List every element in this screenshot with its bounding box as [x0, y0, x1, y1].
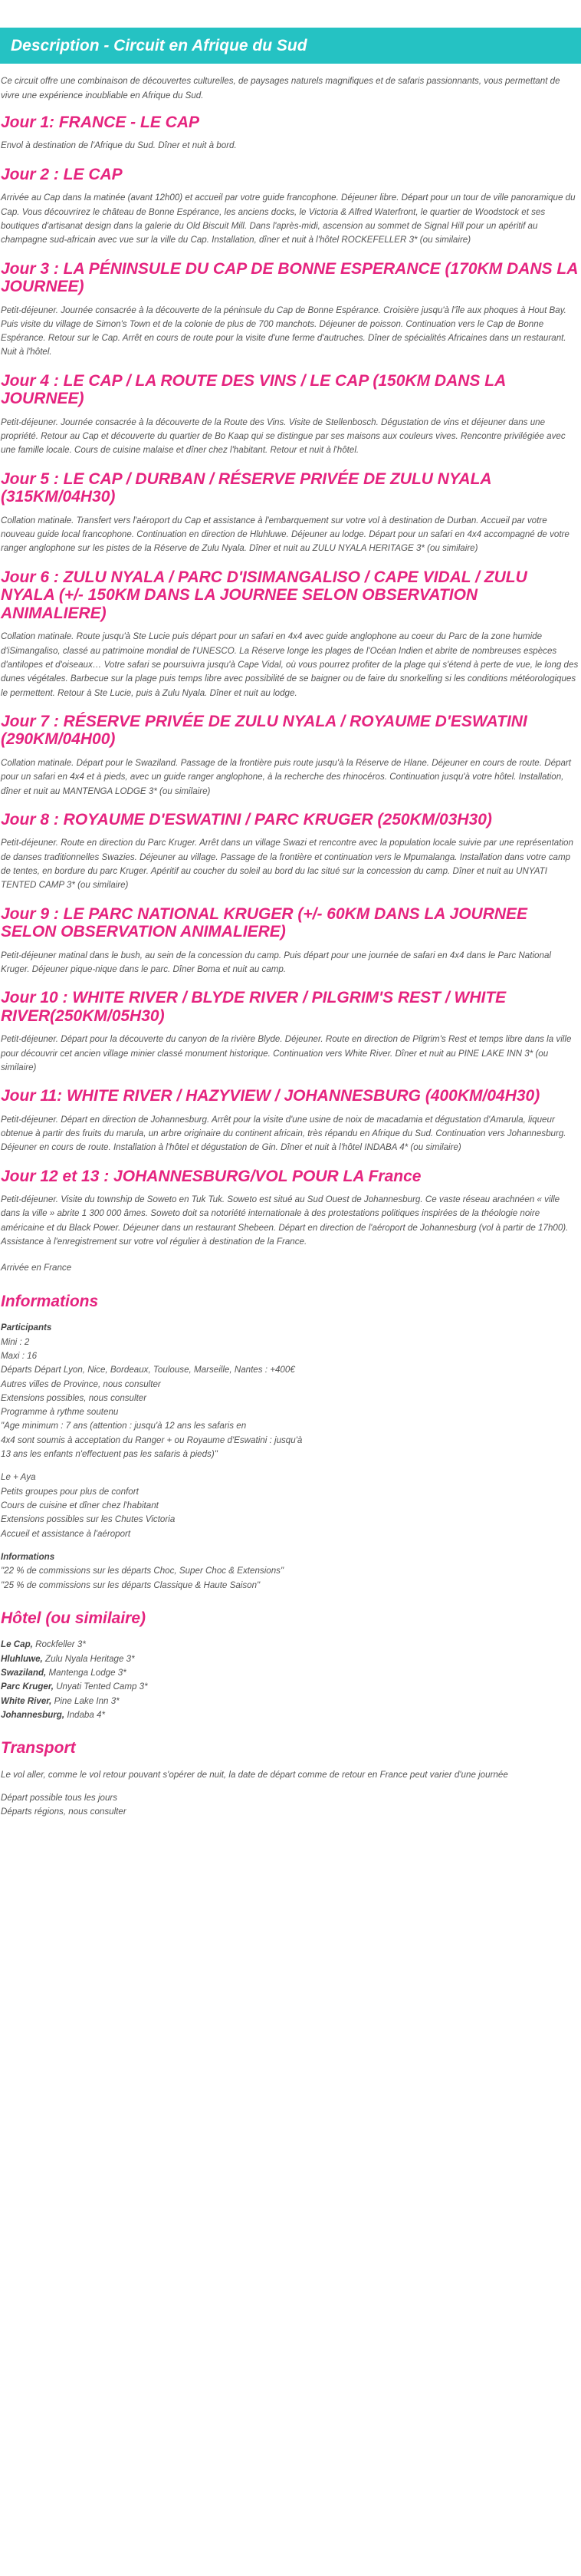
hotel-name: Mantenga Lodge 3* [48, 1668, 126, 1678]
transport-section [1, 1739, 579, 1819]
hotel-item [1, 1652, 579, 1666]
day-item [1, 989, 579, 1075]
itinerary [1, 114, 579, 1250]
informations-heading: Informations [1, 1292, 99, 1310]
day-item [1, 166, 579, 248]
hotel-name: Indaba 4* [67, 1709, 105, 1720]
day-item [1, 905, 579, 977]
day-item [1, 568, 579, 700]
hotels-heading: Hôtel (ou similaire) [1, 1609, 146, 1627]
arrival-text: Arrivée en France [1, 1263, 72, 1273]
day-description: Arrivée au Cap dans la matinée (avant 12h00) et accueil par votre guide francophone. Déjeuner libre. Départ pour un tour de ville panoramique du Cap. Vous découvrirez le château de Bonne Espérance, les anciens docks, le Victoria & Alfred Waterfront, le quartier de Woodstock et ses boutiques d'artisanat design dans la galerie du Old Biscuit Mill. Dans l'après-midi, ascension au sommet de Signal Hill pour un apéritif au champagne sud-africain avec vue sur la ville du Cap. Installation, dîner et nuit à l'hôtel ROCKEFELLER 3* (ou similaire) [1, 193, 576, 245]
hotel-name: Rockfeller 3* [35, 1639, 86, 1650]
day-description: Collation matinale. Départ pour le Swaziland. Passage de la frontière puis route jusqu'à la Réserve de Hlane. Déjeuner en cours de route. Départ pour un safari en 4x4 et à pieds, avec un guide ranger anglophone, à la recherche des rhinocéros. Continuation jusqu'à votre hôtel. Installation, dîner et nuit au MANTENGA LODGE 3* (ou similaire) [1, 757, 571, 796]
main-content [0, 74, 581, 1819]
transport-text: Le vol aller, comme le vol retour pouvant s'opérer de nuit, la date de départ comme de retour en France peut varier d'une journée [1, 1769, 508, 1780]
hotel-name: Unyati Tented Camp 3* [56, 1682, 148, 1692]
participants-line: Extensions possibles, nous consulter [1, 1392, 147, 1403]
day-title: Jour 5 : LE CAP / DURBAN / RÉSERVE PRIVÉE DE ZULU NYALA (315KM/04H30) [1, 469, 491, 506]
day-title: Jour 10 : WHITE RIVER / BLYDE RIVER / PILGRIM'S REST / WHITE RIVER(250KM/05H30) [1, 989, 507, 1025]
commissions-heading: Informations [1, 1551, 55, 1562]
participants-line: 4x4 sont soumis à acceptation du Ranger + ou Royaume d'Eswatini : jusqu'à [1, 1435, 303, 1445]
participants-line: "Age minimum : 7 ans (attention : jusqu'à 12 ans les safaris en [1, 1421, 247, 1431]
plus-aya-list [1, 1471, 579, 1541]
day-description: Petit-déjeuner. Départ pour la découverte du canyon de la rivière Blyde. Déjeuner. Route en direction de Pilgrim's Rest et temps libre dans la ville pour découvrir cet ancien village minier classé monument historique. Continuation vers White River. Dîner et nuit au PINE LAKE INN 3* (ou similaire) [1, 1034, 572, 1072]
day-description: Petit-déjeuner. Journée consacrée à la découverte de la péninsule du Cap de Bonne Espérance. Croisière jusqu'à l'île aux phoques à Hout Bay. Puis visite du village de Simon's Town et de la colonie de plus de 700 manchots. Déjeuner de poisson. Continuation vers le Cap de Bonne Espérance. Retour sur le Cap. Arrêt en cours de route pour la visite d'une ferme d'autruches. Dîner de spécialités Africaines dans un restaurant. Nuit à l'hôtel. [1, 305, 566, 357]
hotel-item [1, 1638, 579, 1652]
participants-list [1, 1336, 579, 1462]
transport-line: Départ possible tous les jours [1, 1793, 118, 1804]
transport-line: Départs régions, nous consulter [1, 1807, 126, 1817]
participants-line: Mini : 2 [1, 1336, 30, 1347]
day-description: Collation matinale. Route jusqu'à Ste Lucie puis départ pour un safari en 4x4 avec guide anglophone au coeur du Parc de la zone humide d'iSimangaliso, classé au patrimoine mondial de l'UNESCO. La Réserve longe les plages de l'Océan Indien et abrite de nombreuses espèces d'antilopes et d'oiseaux… Votre safari se poursuivra jusqu'à Cape Vidal, où vous pourrez profiter de la plage qui s'étend à perte de vue, le long des dunes végétales. Barbecue sur la plage puis temps libre avec possibilité de se baigner ou de faire du snorkelling si les conditions météorologiques le permettent. Retour à Ste Lucie, puis à Zulu Nyala. Dîner et nuit au lodge. [1, 631, 579, 698]
page [0, 28, 581, 1820]
plus-aya-line: Cours de cuisine et dîner chez l'habitant [1, 1500, 159, 1510]
day-title: Jour 8 : ROYAUME D'ESWATINI / PARC KRUGER (250KM/03H30) [1, 810, 492, 828]
commissions-block [1, 1550, 579, 1593]
intro-text: Ce circuit offre une combinaison de découvertes culturelles, de paysages naturels magnifiques et de safaris passionnants, vous permettant de vivre une expérience inoubliable en Afrique du Sud. [1, 76, 560, 100]
day-title: Jour 12 et 13 : JOHANNESBURG/VOL POUR LA France [1, 1167, 422, 1185]
hotel-place: Hluhluwe, [1, 1653, 43, 1664]
commission-line: "25 % de commissions sur les départs Classique & Haute Saison" [1, 1580, 261, 1590]
page-title: Description - Circuit en Afrique du Sud [0, 28, 581, 64]
day-description: Petit-déjeuner. Route en direction du Parc Kruger. Arrêt dans un village Swazi et rencontre avec la population locale suivie par une représentation de danses traditionnelles Swazies. Déjeuner au village. Passage de la frontière et continuation vers le Mpumalanga. Installation dans votre camp de tentes, en bordure du parc Kruger. Apéritif au coucher du soleil au bord du lac situé sur la concession du camp. Dîner et nuit au UNYATI TENTED CAMP 3* (ou similaire) [1, 838, 573, 891]
commissions-list [1, 1564, 579, 1593]
plus-aya-line: Extensions possibles sur les Chutes Victoria [1, 1514, 176, 1525]
hotel-place: Johannesburg, [1, 1709, 65, 1720]
day-description: Envol à destination de l'Afrique du Sud. Dîner et nuit à bord. [1, 140, 237, 151]
hotel-item [1, 1708, 579, 1722]
day-description: Petit-déjeuner. Journée consacrée à la découverte de la Route des Vins. Visite de Stellenbosch. Dégustation de vins et déjeuner dans une propriété. Retour au Cap et découverte du quartier de Bo Kaap qui se distingue par ses maisons aux couleurs vives. Rencontre privilégiée avec une famille locale. Cours de cuisine malaise et dîner chez l'habitant. Retour et nuit à l'hôtel. [1, 417, 566, 456]
hotels-section [1, 1609, 579, 1722]
day-item [1, 811, 579, 893]
transport-list [1, 1791, 579, 1820]
plus-aya-line: Petits groupes pour plus de confort [1, 1486, 139, 1497]
informations-section [1, 1293, 579, 1593]
plus-aya-line: Le + Aya [1, 1472, 36, 1483]
plus-aya-line: Accueil et assistance à l'aéroport [1, 1528, 131, 1539]
day-title: Jour 3 : LA PÉNINSULE DU CAP DE BONNE ESPERANCE (170KM DANS LA JOURNEE) [1, 259, 578, 296]
hotel-item [1, 1680, 579, 1694]
day-item [1, 713, 579, 799]
hotel-place: Parc Kruger, [1, 1682, 54, 1692]
hotel-item [1, 1666, 579, 1680]
hotel-item [1, 1695, 579, 1708]
participants-line: Départs Départ Lyon, Nice, Bordeaux, Toulouse, Marseille, Nantes : +400€ [1, 1365, 295, 1375]
day-title: Jour 2 : LE CAP [1, 165, 123, 183]
day-item [1, 1168, 579, 1250]
hotel-place: White River, [1, 1695, 52, 1706]
day-item [1, 372, 579, 458]
day-title: Jour 1: FRANCE - LE CAP [1, 113, 200, 131]
participants-line: Maxi : 16 [1, 1350, 38, 1361]
participants-block [1, 1321, 579, 1461]
hotel-place: Swaziland, [1, 1668, 47, 1678]
day-item [1, 260, 579, 360]
participants-line: Autres villes de Province, nous consulter [1, 1379, 161, 1389]
day-item [1, 1087, 579, 1155]
participants-heading: Participants [1, 1323, 52, 1333]
day-title: Jour 7 : RÉSERVE PRIVÉE DE ZULU NYALA / ROYAUME D'ESWATINI (290KM/04H00) [1, 712, 527, 749]
day-item [1, 470, 579, 556]
day-description: Collation matinale. Transfert vers l'aéroport du Cap et assistance à l'embarquement sur votre vol à destination de Durban. Accueil par votre nouveau guide local francophone. Continuation en direction de Hluhluwe. Déjeuner au lodge. Départ pour un safari en 4x4 accompagné de votre ranger anglophone sur les pistes de la Réserve de Zulu Nyala. Dîner et nuit au ZULU NYALA HERITAGE 3* (ou similaire) [1, 515, 570, 554]
day-title: Jour 9 : LE PARC NATIONAL KRUGER (+/- 60KM DANS LA JOURNEE SELON OBSERVATION ANIMALIERE) [1, 904, 528, 941]
day-description: Petit-déjeuner. Visite du township de Soweto en Tuk Tuk. Soweto est situé au Sud Ouest de Johannesburg. Ce vaste réseau arachnéen « ville dans la ville » abrite 1 300 000 âmes. Soweto doit sa notoriété internationale à des protestations politiques inspirées de la théologie noire américaine et du Black Power. Déjeuner dans un restaurant Shebeen. Départ en direction de l'aéroport de Johannesburg (vol à partir de 17h00). Assistance à l'enregistrement sur votre vol régulier à destination de la France. [1, 1194, 569, 1247]
day-title: Jour 6 : ZULU NYALA / PARC D'ISIMANGALISO / CAPE VIDAL / ZULU NYALA (+/- 150KM DANS LA JOURNEE SELON OBSERVATION ANIMALIERE) [1, 568, 527, 622]
hotel-name: Zulu Nyala Heritage 3* [44, 1653, 135, 1664]
day-description: Petit-déjeuner matinal dans le bush, au sein de la concession du camp. Puis départ pour une journée de safari en 4x4 dans le Parc National Kruger. Déjeuner pique-nique dans le parc. Dîner Boma et nuit au camp. [1, 950, 551, 974]
participants-line: Programme à rythme soutenu [1, 1407, 119, 1418]
day-title: Jour 11: WHITE RIVER / HAZYVIEW / JOHANNESBURG (400KM/04H30) [1, 1087, 540, 1105]
day-description: Petit-déjeuner. Départ en direction de Johannesburg. Arrêt pour la visite d'une usine de noix de macadamia et dégustation d'Amarula, liqueur obtenue à partir des fruits du marula, un arbre originaire du continent africain, très répandu en Afrique du Sud. Continuation vers Johannesburg. Déjeuner en cours de route. Installation à l'hôtel et dégustation de Gin. Dîner et nuit à l'hôtel INDABA 4* (ou similaire) [1, 1114, 566, 1153]
day-item [1, 114, 579, 153]
hotel-place: Le Cap, [1, 1639, 33, 1650]
commission-line: "22 % de commissions sur les départs Choc, Super Choc & Extensions" [1, 1566, 284, 1576]
hotels-list [1, 1638, 579, 1722]
participants-line: 13 ans les enfants n'effectuent pas les safaris à pieds)" [1, 1449, 218, 1460]
day-title: Jour 4 : LE CAP / LA ROUTE DES VINS / LE CAP (150KM DANS LA JOURNEE) [1, 371, 506, 408]
hotel-name: Pine Lake Inn 3* [54, 1695, 120, 1706]
transport-heading: Transport [1, 1739, 76, 1757]
